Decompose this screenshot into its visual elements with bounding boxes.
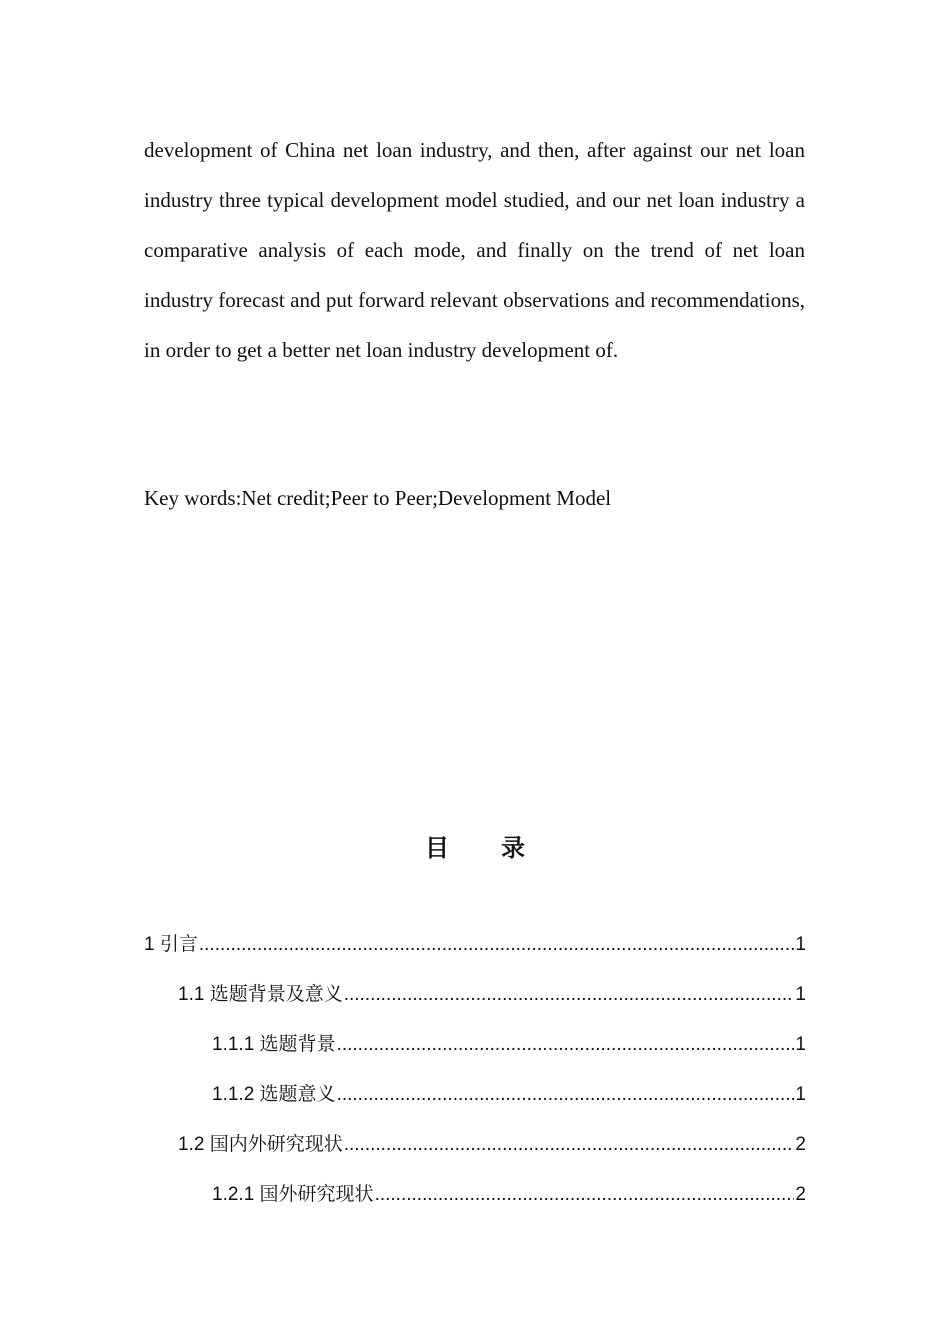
toc-entry-page: 2	[795, 1134, 806, 1155]
toc-heading-char-1: 目	[425, 834, 449, 862]
toc-entry[interactable]	[144, 1120, 806, 1170]
toc-entry-title: 选题背景	[259, 1034, 336, 1055]
toc-heading-char-2: 录	[501, 834, 525, 862]
toc-entry[interactable]	[144, 920, 806, 970]
toc-dot-leader	[344, 970, 795, 1020]
toc-entry[interactable]	[144, 1170, 806, 1220]
toc-entry-label	[212, 1170, 374, 1220]
toc-dot-leader	[375, 1170, 795, 1220]
keywords-line: Key words:Net credit;Peer to Peer;Development Model	[144, 486, 612, 510]
toc-heading	[0, 826, 950, 870]
toc-entry-label	[212, 1070, 336, 1120]
table-of-contents	[144, 920, 806, 1220]
toc-entry-title: 国内外研究现状	[209, 1134, 343, 1155]
toc-entry[interactable]	[144, 1070, 806, 1120]
toc-dot-leader	[337, 1070, 795, 1120]
toc-entry-number: 1.2	[178, 1134, 205, 1155]
toc-dot-leader	[199, 920, 795, 970]
toc-entry-label	[212, 1020, 336, 1070]
toc-entry-label	[144, 920, 198, 970]
toc-entry-page: 1	[795, 984, 806, 1005]
toc-entry-number: 1.2.1	[212, 1184, 255, 1205]
abstract-paragraph: development of China net loan industry, and then, after against our net loan industry three typical development model studied, and our net loan industry a comparative analysis of each mode, and finally on the trend of net loan industry forecast and put forward relevant observations and recommendations, in order to get a better net loan industry development of.	[144, 138, 805, 362]
toc-entry-number: 1	[144, 934, 155, 955]
toc-entry-title: 选题意义	[259, 1084, 336, 1105]
toc-entry-page: 1	[795, 934, 806, 955]
toc-dot-leader	[337, 1020, 795, 1070]
toc-dot-leader	[344, 1120, 795, 1170]
toc-entry[interactable]	[144, 1020, 806, 1070]
toc-entry-title: 引言	[159, 934, 198, 955]
toc-entry-page: 1	[795, 1034, 806, 1055]
toc-entry-title: 国外研究现状	[259, 1184, 374, 1205]
toc-entry-label	[178, 1120, 343, 1170]
toc-entry-title: 选题背景及意义	[209, 984, 343, 1005]
toc-entry-number: 1.1.1	[212, 1034, 255, 1055]
toc-entry-page: 1	[795, 1084, 806, 1105]
toc-entry-number: 1.1.2	[212, 1084, 255, 1105]
toc-entry-number: 1.1	[178, 984, 205, 1005]
toc-entry-page: 2	[795, 1184, 806, 1205]
toc-entry-label	[178, 970, 343, 1020]
toc-entry[interactable]	[144, 970, 806, 1020]
